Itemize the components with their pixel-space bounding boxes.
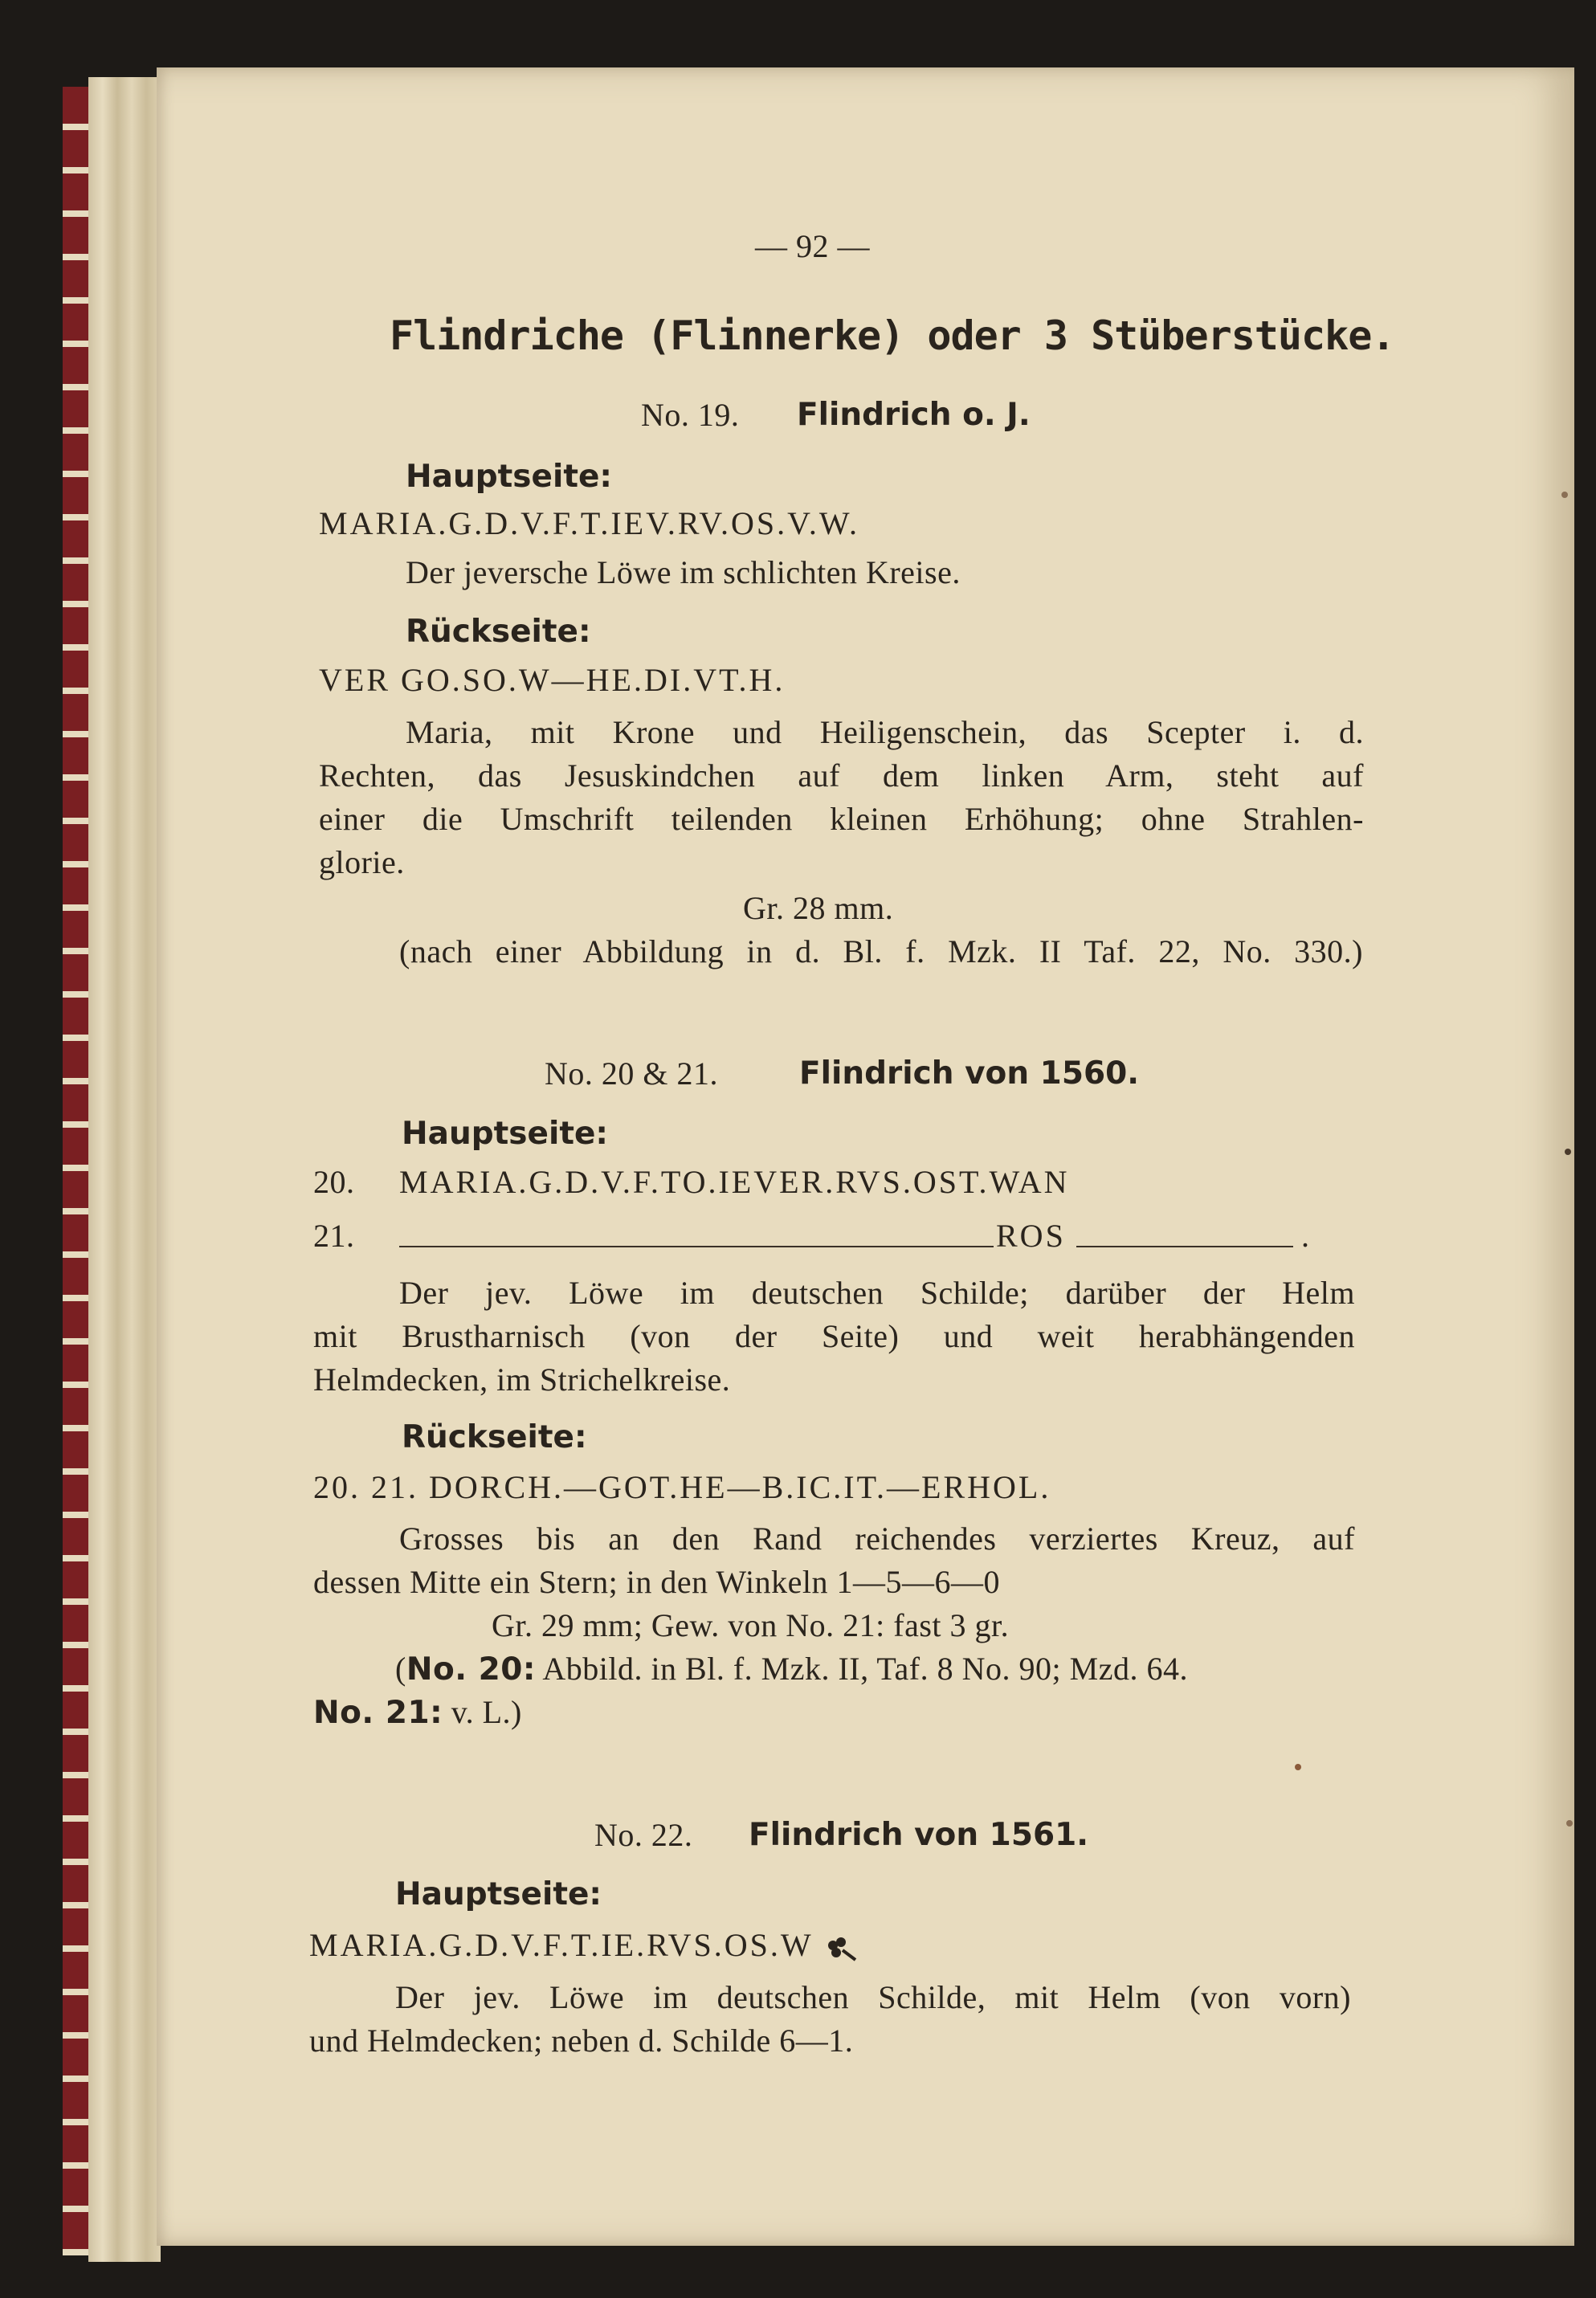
entry-20-21-reference-line1 [395,1647,1188,1692]
entry-22-obverse-description-line1: Der jev. Löwe im deutschen Schilde, mit Helm (von vorn) [395,1979,1351,2015]
ditto-rule-right [1076,1246,1293,1247]
entry-20-21-size: Gr. 29 mm; Gew. von No. 21: fast 3 gr. [492,1607,1010,1643]
entry-19-heading: Flindrich o. J. [797,397,1031,433]
entry-19-reverse-label: Rückseite: [406,614,591,650]
page-title: Flindriche (Flinnerke) oder 3 Stüberstücke. [390,312,1395,359]
entry-19-reference: (nach einer Abbildung in d. Bl. f. Mzk. II Taf. 22, No. 330.) [399,933,1363,969]
entry-20-21-reference-line2 [313,1691,522,1735]
entry-19-reverse-description-line4: glorie. [319,844,405,880]
paper-spot [1566,1820,1573,1827]
variant-21-legend-end: . [1301,1218,1310,1254]
paper-spot [1565,1149,1571,1155]
entry-19-reverse-legend: VER GO.SO.W—HE.DI.VT.H. [319,662,786,698]
entry-20-21-reverse-description-line1: Grosses bis an den Rand reichendes verziertes Kreuz, auf [399,1520,1355,1557]
rosette-mark-icon [823,1933,860,1965]
entry-20-21-heading: Flindrich von 1560. [799,1055,1140,1092]
entry-20-21-obverse-description-line1: Der jev. Löwe im deutschen Schilde; darüber der Helm [399,1275,1355,1311]
paper-spot [1295,1764,1301,1770]
entry-19-size: Gr. 28 mm. [743,890,894,926]
entry-19-reverse-description-line1: Maria, mit Krone und Heiligenschein, das Scepter i. d. [406,714,1364,750]
entry-22-legend-text: MARIA.G.D.V.F.T.IE.RVS.OS.W [309,1927,813,1963]
entry-19-obverse-label: Hauptseite: [406,459,613,495]
entry-22-obverse-label: Hauptseite: [395,1876,602,1912]
entry-20-21-reverse-description-line2: dessen Mitte ein Stern; in den Winkeln 1—5—6—0 [313,1564,1000,1600]
entry-20-21-obverse-description-line2: mit Brustharnisch (von der Seite) und weit herabhängenden [313,1318,1355,1354]
entry-19-reverse-description-line3: einer die Umschrift teilenden kleinen Erhöhung; ohne Strahlen- [319,801,1364,837]
entry-20-21-number: No. 20 & 21. [545,1055,718,1092]
entry-19-number: No. 19. [641,397,740,433]
variant-21-number: 21. [313,1218,355,1254]
entry-19-obverse-description: Der jeversche Löwe im schlichten Kreise. [406,554,961,590]
reference-open-paren: ( [395,1651,406,1687]
entry-20-21-obverse-label: Hauptseite: [402,1116,609,1152]
entry-22-number: No. 22. [594,1817,693,1853]
variant-20-number: 20. [313,1164,355,1200]
reference-no20-label: No. 20: [406,1651,537,1688]
entry-20-21-reverse-legend: 20. 21. DORCH.—GOT.HE—B.IC.IT.—ERHOL. [313,1469,1051,1505]
entry-19-obverse-legend: MARIA.G.D.V.F.T.IEV.RV.OS.V.W. [319,505,859,541]
reference-no21-label: No. 21: [313,1695,443,1731]
paper-spot [1561,492,1568,498]
entry-20-21-obverse-description-line3: Helmdecken, im Strichelkreise. [313,1361,731,1398]
variant-20-legend: MARIA.G.D.V.F.TO.IEVER.RVS.OST.WAN [399,1164,1070,1200]
variant-21-legend: ROS [996,1218,1066,1254]
entry-20-21-reverse-label: Rückseite: [402,1419,587,1455]
page-number: — 92 — [755,228,870,264]
entry-22-obverse-description-line2: und Helmdecken; neben d. Schilde 6—1. [309,2022,854,2059]
reference-no21-text: v. L.) [451,1694,522,1730]
ditto-rule-left [399,1246,994,1247]
entry-22-heading: Flindrich von 1561. [749,1817,1089,1853]
reference-no20-text: Abbild. in Bl. f. Mzk. II, Taf. 8 No. 90; Mzd. 64. [542,1651,1188,1687]
entry-19-reverse-description-line2: Rechten, das Jesuskindchen auf dem linken Arm, steht auf [319,757,1364,794]
entry-22-obverse-legend [309,1924,860,1967]
